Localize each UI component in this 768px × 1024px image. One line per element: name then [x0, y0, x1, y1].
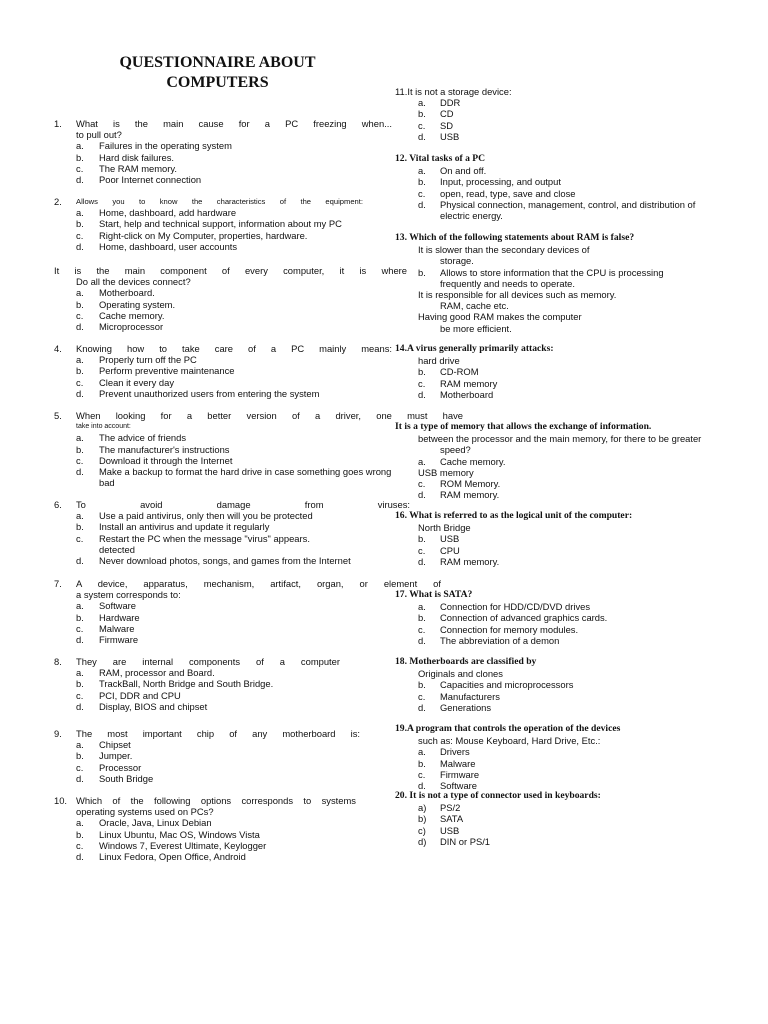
option-text: Software: [99, 600, 136, 612]
question-stem-line: a system corresponds to:: [76, 589, 181, 601]
option-text: Home, dashboard, user accounts: [99, 240, 238, 252]
option-letter: c.: [76, 162, 84, 174]
option-text: USB: [440, 533, 460, 545]
option-text: Hardware: [99, 611, 140, 623]
option-text-line: RAM, cache etc.: [440, 300, 509, 312]
option-text-line: bad: [99, 477, 115, 489]
option-letter: d.: [418, 489, 426, 501]
option-letter: b): [418, 813, 427, 825]
option-letter: b.: [76, 750, 84, 762]
option-letter: c.: [418, 119, 426, 131]
option-letter: a.: [76, 600, 84, 612]
document-title: [90, 53, 345, 93]
option-text-line: speed?: [440, 444, 471, 456]
option-text: Linux Fedora, Open Office, Android: [99, 851, 246, 862]
question-stem: The most important chip of any motherboard is:: [76, 728, 360, 739]
option-text: Cache memory.: [99, 309, 165, 321]
option-letter: d.: [76, 555, 84, 566]
option-letter: d.: [76, 700, 84, 712]
option-letter: b.: [418, 533, 426, 545]
option-text: South Bridge: [99, 772, 154, 784]
option-letter: d.: [76, 851, 84, 862]
option-letter: b.: [418, 108, 426, 120]
option-letter: d.: [76, 321, 84, 332]
option-text: USB: [440, 824, 460, 836]
option-text: PS/2: [440, 802, 461, 814]
option-letter: a.: [76, 510, 84, 522]
option-letter: c.: [418, 544, 426, 556]
option-text: DDR: [440, 97, 461, 109]
option-text: On and off.: [440, 165, 487, 177]
option-letter: d.: [418, 198, 426, 210]
option-letter: b.: [76, 611, 84, 623]
option-text: Connection of advanced graphics cards.: [440, 612, 608, 624]
option-text: Malware: [440, 757, 476, 769]
option-text: RAM memory.: [440, 555, 500, 567]
option-text: Operating system.: [99, 298, 176, 310]
question-heading: 13. Which of the following statements about RAM is false?: [395, 232, 635, 243]
question-heading: 19.A program that controls the operation of the devices: [395, 723, 621, 734]
option-text: North Bridge: [418, 522, 471, 534]
question-heading: 18. Motherboards are classified by: [395, 656, 537, 667]
option-text: Poor Internet connection: [99, 174, 202, 185]
option-letter: c.: [76, 229, 84, 241]
question-stem: Allows you to know the characteristics of the equipment:: [76, 197, 363, 206]
option-text: Input, processing, and output: [440, 176, 561, 188]
option-text: Physical connection, management, control, and distribution of: [440, 198, 696, 210]
option-text: Prevent unauthorized users from entering the system: [99, 387, 320, 399]
option-text: Cache memory.: [440, 455, 506, 467]
question-heading: 16. What is referred to as the logical unit of the computer:: [395, 510, 633, 521]
option-text-line: frequently and needs to operate.: [440, 277, 575, 289]
option-text: Properly turn off the PC: [99, 354, 197, 366]
question-stem: Which of the following options corresponds to systems: [76, 795, 356, 806]
option-text: Connection for memory modules.: [440, 623, 579, 635]
option-text: Start, help and technical support, information about my PC: [99, 218, 342, 230]
question-stem-line: operating systems used on PCs?: [76, 806, 214, 818]
option-text: Download it through the Internet: [99, 454, 233, 466]
option-text: CD: [440, 108, 454, 120]
question-stem: To avoid damage from viruses:: [76, 499, 410, 510]
option-letter: c.: [418, 768, 426, 780]
option-text: ROM Memory.: [440, 478, 501, 489]
title-line-1: QUESTIONNAIRE ABOUT: [119, 54, 316, 71]
question-stem: What is the main cause for a PC freezing when...: [76, 118, 392, 129]
option-letter: a.: [418, 455, 426, 467]
option-text: RAM memory: [440, 377, 498, 389]
option-letter: b.: [418, 366, 426, 378]
option-letter: c.: [76, 532, 84, 544]
option-text-line: detected: [99, 543, 135, 555]
question-stem: Knowing how to take care of a PC mainly means:: [76, 343, 392, 354]
question-number: 5.: [54, 410, 62, 421]
option-letter: b.: [418, 679, 426, 691]
option-text: Make a backup to format the hard drive in case something goes wrong: [99, 466, 392, 477]
option-text: Firmware: [440, 768, 480, 780]
option-letter: a.: [76, 817, 84, 829]
option-text: Display, BIOS and chipset: [99, 700, 208, 712]
option-text: Linux Ubuntu, Mac OS, Windows Vista: [99, 828, 260, 840]
option-letter: c): [418, 824, 426, 836]
option-text: Allows to store information that the CPU is processing: [440, 266, 664, 278]
option-letter: a.: [418, 165, 426, 177]
option-letter: c.: [418, 478, 426, 489]
question-number: 4.: [54, 343, 62, 354]
question-number: 2.: [54, 196, 62, 207]
option-text: Home, dashboard, add hardware: [99, 207, 237, 219]
option-letter: b.: [76, 218, 84, 230]
option-letter: c.: [76, 454, 84, 466]
option-letter: d.: [418, 388, 426, 400]
option-text: Windows 7, Everest Ultimate, Keylogger: [99, 839, 267, 851]
question-heading: 17. What is SATA?: [395, 589, 473, 600]
option-text: Failures in the operating system: [99, 140, 232, 152]
option-letter: d.: [76, 466, 84, 477]
option-text: The abbreviation of a demon: [440, 634, 560, 646]
option-letter: b.: [418, 176, 426, 188]
option-letter: a.: [418, 746, 426, 758]
option-text: Malware: [99, 622, 135, 634]
question-heading: 11.It is not a storage device:: [395, 86, 512, 97]
option-letter: b.: [76, 298, 84, 310]
option-letter: a): [418, 802, 427, 814]
option-letter: b.: [418, 266, 426, 278]
question-number: 8.: [54, 656, 62, 667]
option-text: Jumper.: [99, 750, 133, 762]
option-letter: a.: [418, 97, 426, 109]
option-text: Originals and clones: [418, 668, 503, 680]
question-stem: A device, apparatus, mechanism, artifact, organ, or element of: [76, 578, 441, 589]
option-text: Restart the PC when the message "virus" appears.: [99, 532, 310, 544]
option-letter: d.: [76, 174, 84, 185]
option-text: PCI, DDR and CPU: [99, 689, 181, 701]
option-letter: b.: [76, 365, 84, 377]
option-letter: d.: [418, 701, 426, 713]
question-stem-line: Do all the devices connect?: [76, 276, 191, 288]
option-letter: d.: [76, 240, 84, 252]
option-letter: c.: [418, 377, 426, 389]
option-letter: c.: [418, 187, 426, 199]
option-letter: d.: [418, 555, 426, 567]
option-text: Manufacturers: [440, 690, 500, 702]
title-line-2: COMPUTERS: [166, 74, 269, 91]
option-letter: c.: [418, 623, 426, 635]
option-text: Hard disk failures.: [99, 151, 175, 163]
option-text: Connection for HDD/CD/DVD drives: [440, 601, 591, 613]
option-text: such as: Mouse Keyboard, Hard Drive, Etc.:: [418, 735, 601, 747]
option-text: DIN or PS/1: [440, 835, 491, 847]
option-letter: c.: [76, 839, 84, 851]
question-stem: They are internal components of a computer: [76, 656, 340, 667]
option-text: open, read, type, save and close: [440, 187, 576, 199]
question-heading: 14.A virus generally primarily attacks:: [395, 343, 554, 354]
option-text: Firmware: [99, 634, 139, 645]
option-text: The advice of friends: [99, 432, 187, 444]
option-letter: b.: [76, 151, 84, 163]
option-text: Motherboard.: [99, 287, 155, 299]
option-letter: b.: [76, 678, 84, 690]
option-letter: b.: [418, 612, 426, 624]
option-text: Motherboard: [440, 388, 494, 400]
option-text: between the processor and the main memory, for there to be greater: [418, 433, 702, 445]
option-letter: b.: [76, 828, 84, 840]
option-letter: d.: [418, 130, 426, 142]
question-stem: When looking for a better version of a driver, one must have: [76, 410, 463, 421]
option-text: SD: [440, 119, 454, 131]
option-text: RAM memory.: [440, 489, 500, 501]
option-text: hard drive: [418, 355, 460, 367]
option-text-line: electric energy.: [440, 210, 503, 221]
option-letter: d): [418, 835, 427, 847]
option-text: Having good RAM makes the computer: [418, 311, 582, 323]
option-letter: c.: [76, 376, 84, 388]
option-text: Right-click on My Computer, properties, hardware.: [99, 229, 308, 241]
option-text: RAM, processor and Board.: [99, 667, 215, 679]
option-letter: c.: [76, 761, 84, 773]
question-number: 10.: [54, 795, 68, 806]
option-letter: d.: [76, 772, 84, 784]
question-heading: 20. It is not a type of connector used in keyboards:: [395, 790, 601, 801]
option-letter: a.: [76, 287, 84, 299]
option-letter: a.: [76, 354, 84, 366]
option-text: Install an antivirus and update it regularly: [99, 521, 270, 533]
option-text: Chipset: [99, 739, 131, 751]
option-letter: b.: [418, 757, 426, 769]
option-letter: d.: [418, 634, 426, 646]
option-text: Perform preventive maintenance: [99, 365, 235, 377]
option-letter: d.: [76, 387, 84, 399]
question-number: 7.: [54, 578, 62, 589]
option-letter: b.: [76, 443, 84, 455]
option-text: SATA: [440, 813, 464, 825]
question-stem-line: to pull out?: [76, 129, 122, 141]
option-text-line: storage.: [440, 255, 474, 267]
option-text: Processor: [99, 761, 142, 773]
option-text: Use a paid antivirus, only then will you be protected: [99, 510, 313, 522]
option-letter: b.: [76, 521, 84, 533]
option-letter: a.: [76, 667, 84, 679]
option-text: USB: [440, 130, 460, 142]
option-text: The RAM memory.: [99, 162, 177, 174]
option-letter: c.: [418, 690, 426, 702]
option-text: It is slower than the secondary devices of: [418, 244, 590, 256]
option-letter: a.: [76, 432, 84, 444]
option-letter: c.: [76, 622, 84, 634]
question-stem-line: take into account:: [76, 423, 131, 431]
option-text: Drivers: [440, 746, 470, 758]
option-text: CPU: [440, 544, 460, 556]
option-text: The manufacturer's instructions: [99, 443, 230, 455]
option-text: CD-ROM: [440, 366, 479, 378]
option-letter: d.: [418, 780, 426, 791]
option-letter: d.: [76, 634, 84, 645]
question-stem: It is the main component of every computer, it is where: [54, 265, 407, 276]
question-heading: 12. Vital tasks of a PC: [395, 153, 486, 164]
question-number: 9.: [54, 728, 62, 739]
option-letter: a.: [76, 739, 84, 751]
option-text: TrackBall, North Bridge and South Bridge.: [99, 678, 274, 690]
option-letter: c.: [76, 309, 84, 321]
question-heading: It is a type of memory that allows the exchange of information.: [395, 421, 652, 432]
option-text: Generations: [440, 701, 492, 713]
option-text: USB memory: [418, 466, 474, 478]
option-text: Oracle, Java, Linux Debian: [99, 817, 212, 829]
option-text: Software: [440, 780, 477, 791]
option-text: Capacities and microprocessors: [440, 679, 574, 691]
option-text: Microprocessor: [99, 321, 164, 332]
question-number: 1.: [54, 118, 62, 129]
option-letter: c.: [76, 689, 84, 701]
option-text: Never download photos, songs, and games from the Internet: [99, 555, 351, 566]
question-number: 6.: [54, 499, 62, 510]
option-text: It is responsible for all devices such as memory.: [418, 289, 617, 300]
option-letter: a.: [418, 601, 426, 613]
option-text: Clean it every day: [99, 376, 175, 388]
option-text-line: be more efficient.: [440, 322, 512, 334]
option-letter: a.: [76, 207, 84, 219]
option-letter: a.: [76, 140, 84, 152]
